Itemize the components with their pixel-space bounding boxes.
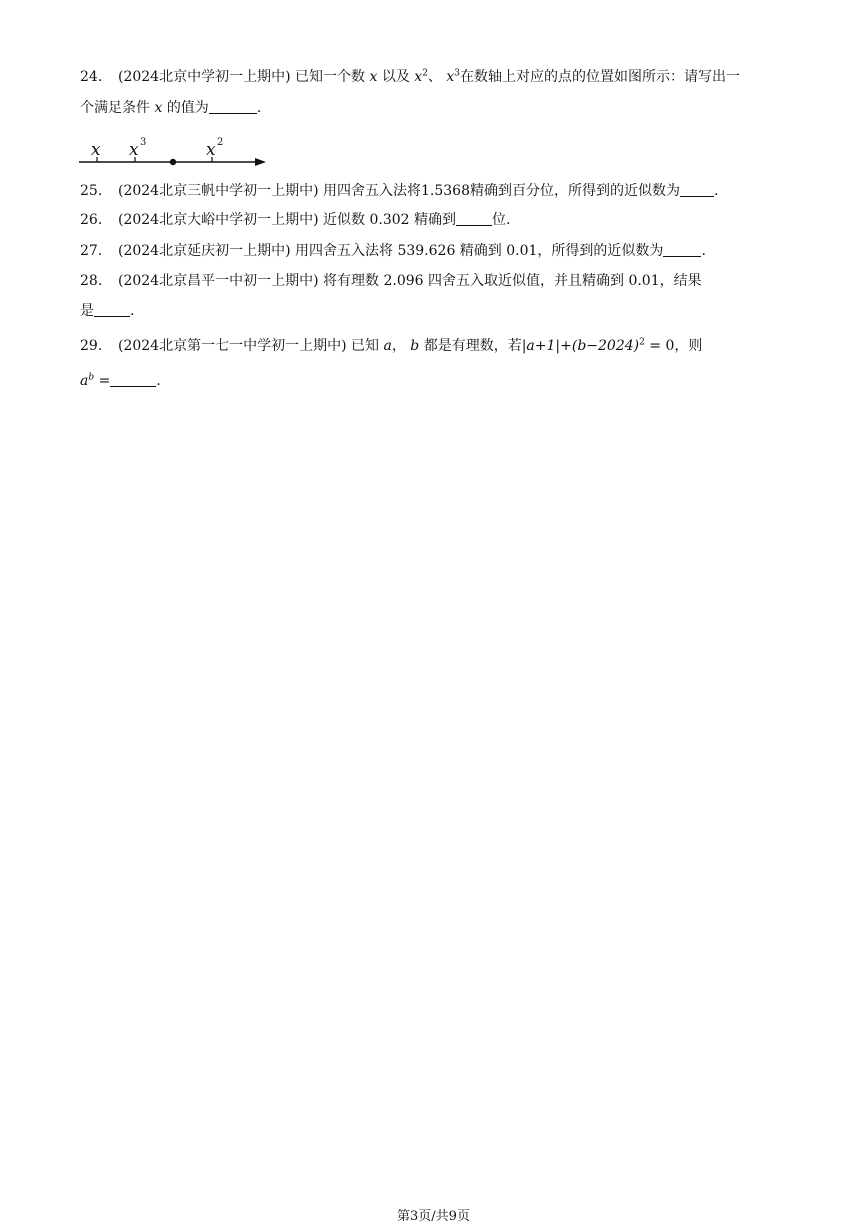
formula: |a+1|+(b−2024) — [521, 338, 640, 354]
question-source: (2024北京大峪中学初一上期中) — [118, 212, 319, 228]
number-line — [76, 130, 276, 170]
question-source: (2024北京第一七一中学初一上期中) — [118, 338, 347, 354]
label-x: x — [91, 140, 101, 160]
punctuation: 位. — [492, 212, 511, 228]
answer-blank[interactable] — [94, 302, 130, 317]
punctuation: . — [701, 243, 706, 259]
var-x: x — [414, 69, 423, 85]
var-b: b — [410, 338, 420, 354]
punctuation: ， — [391, 338, 406, 354]
question-text: 已知 — [351, 338, 380, 354]
question-text: 个满足条件 — [80, 100, 150, 116]
question-28-line2 — [80, 300, 800, 322]
question-number: 26. — [80, 212, 103, 228]
punctuation: . — [156, 373, 161, 389]
question-number: 27. — [80, 243, 103, 259]
question-text: 已知一个数 — [295, 69, 366, 85]
question-24 — [80, 66, 800, 88]
question-text: 的值为 — [166, 100, 209, 116]
question-number: 25. — [80, 183, 103, 199]
question-source: (2024北京中学初一上期中) — [118, 69, 291, 85]
question-source: (2024北京延庆初一上期中) — [118, 243, 291, 259]
exponent: 2 — [422, 68, 428, 79]
var-a: a — [80, 373, 89, 389]
question-text: 都是有理数，若 — [423, 338, 522, 354]
question-24-line2 — [80, 97, 800, 119]
separator: 、 — [427, 69, 442, 85]
question-source: (2024北京昌平一中初一上期中) — [118, 273, 319, 289]
origin-point — [170, 159, 176, 165]
question-text: 近似数 0.302 精确到 — [323, 212, 456, 228]
question-number: 29. — [80, 338, 103, 354]
formula-equals: = 0，则 — [649, 338, 703, 354]
answer-blank[interactable] — [110, 372, 156, 387]
equals-sign: = — [98, 373, 111, 389]
page-footer: 第3页/共9页 — [397, 1209, 470, 1224]
punctuation: . — [130, 303, 135, 319]
question-number: 24. — [80, 69, 103, 85]
question-text: 用四舍五入法将1.5368精确到百分位，所得到的近似数为 — [323, 183, 681, 199]
question-number: 28. — [80, 273, 103, 289]
answer-blank[interactable] — [663, 242, 701, 257]
label-x3-exponent: 3 — [140, 137, 147, 148]
var-x: x — [369, 69, 378, 85]
question-text: 将有理数 2.096 四舍五入取近似值，并且精确到 0.01，结果 — [323, 273, 702, 289]
formula-exponent: 2 — [639, 337, 645, 348]
answer-blank[interactable] — [456, 211, 492, 226]
punctuation: . — [256, 100, 262, 116]
answer-blank[interactable] — [680, 182, 714, 197]
question-29 — [80, 335, 800, 357]
answer-blank[interactable] — [209, 99, 257, 114]
var-x: x — [446, 69, 455, 85]
label-x3: x — [129, 140, 139, 160]
var-a: a — [383, 338, 392, 354]
question-text: 在数轴上对应的点的位置如图所示：请写出一 — [460, 69, 741, 85]
question-29-line2 — [80, 370, 800, 392]
question-text: 是 — [80, 303, 94, 319]
question-26 — [80, 209, 800, 231]
question-25 — [80, 180, 800, 202]
exponent-b: b — [88, 372, 95, 383]
question-source: (2024北京三帆中学初一上期中) — [118, 183, 319, 199]
question-28 — [80, 270, 800, 292]
punctuation: . — [714, 183, 719, 199]
label-x2: x — [206, 140, 216, 160]
var-x: x — [154, 100, 163, 116]
label-x2-exponent: 2 — [217, 137, 224, 148]
exponent: 3 — [454, 68, 461, 79]
question-27 — [80, 240, 800, 262]
question-text: 用四舍五入法将 539.626 精确到 0.01，所得到的近似数为 — [295, 243, 664, 259]
arrow-head-icon — [255, 158, 266, 166]
question-text: 以及 — [381, 69, 410, 85]
